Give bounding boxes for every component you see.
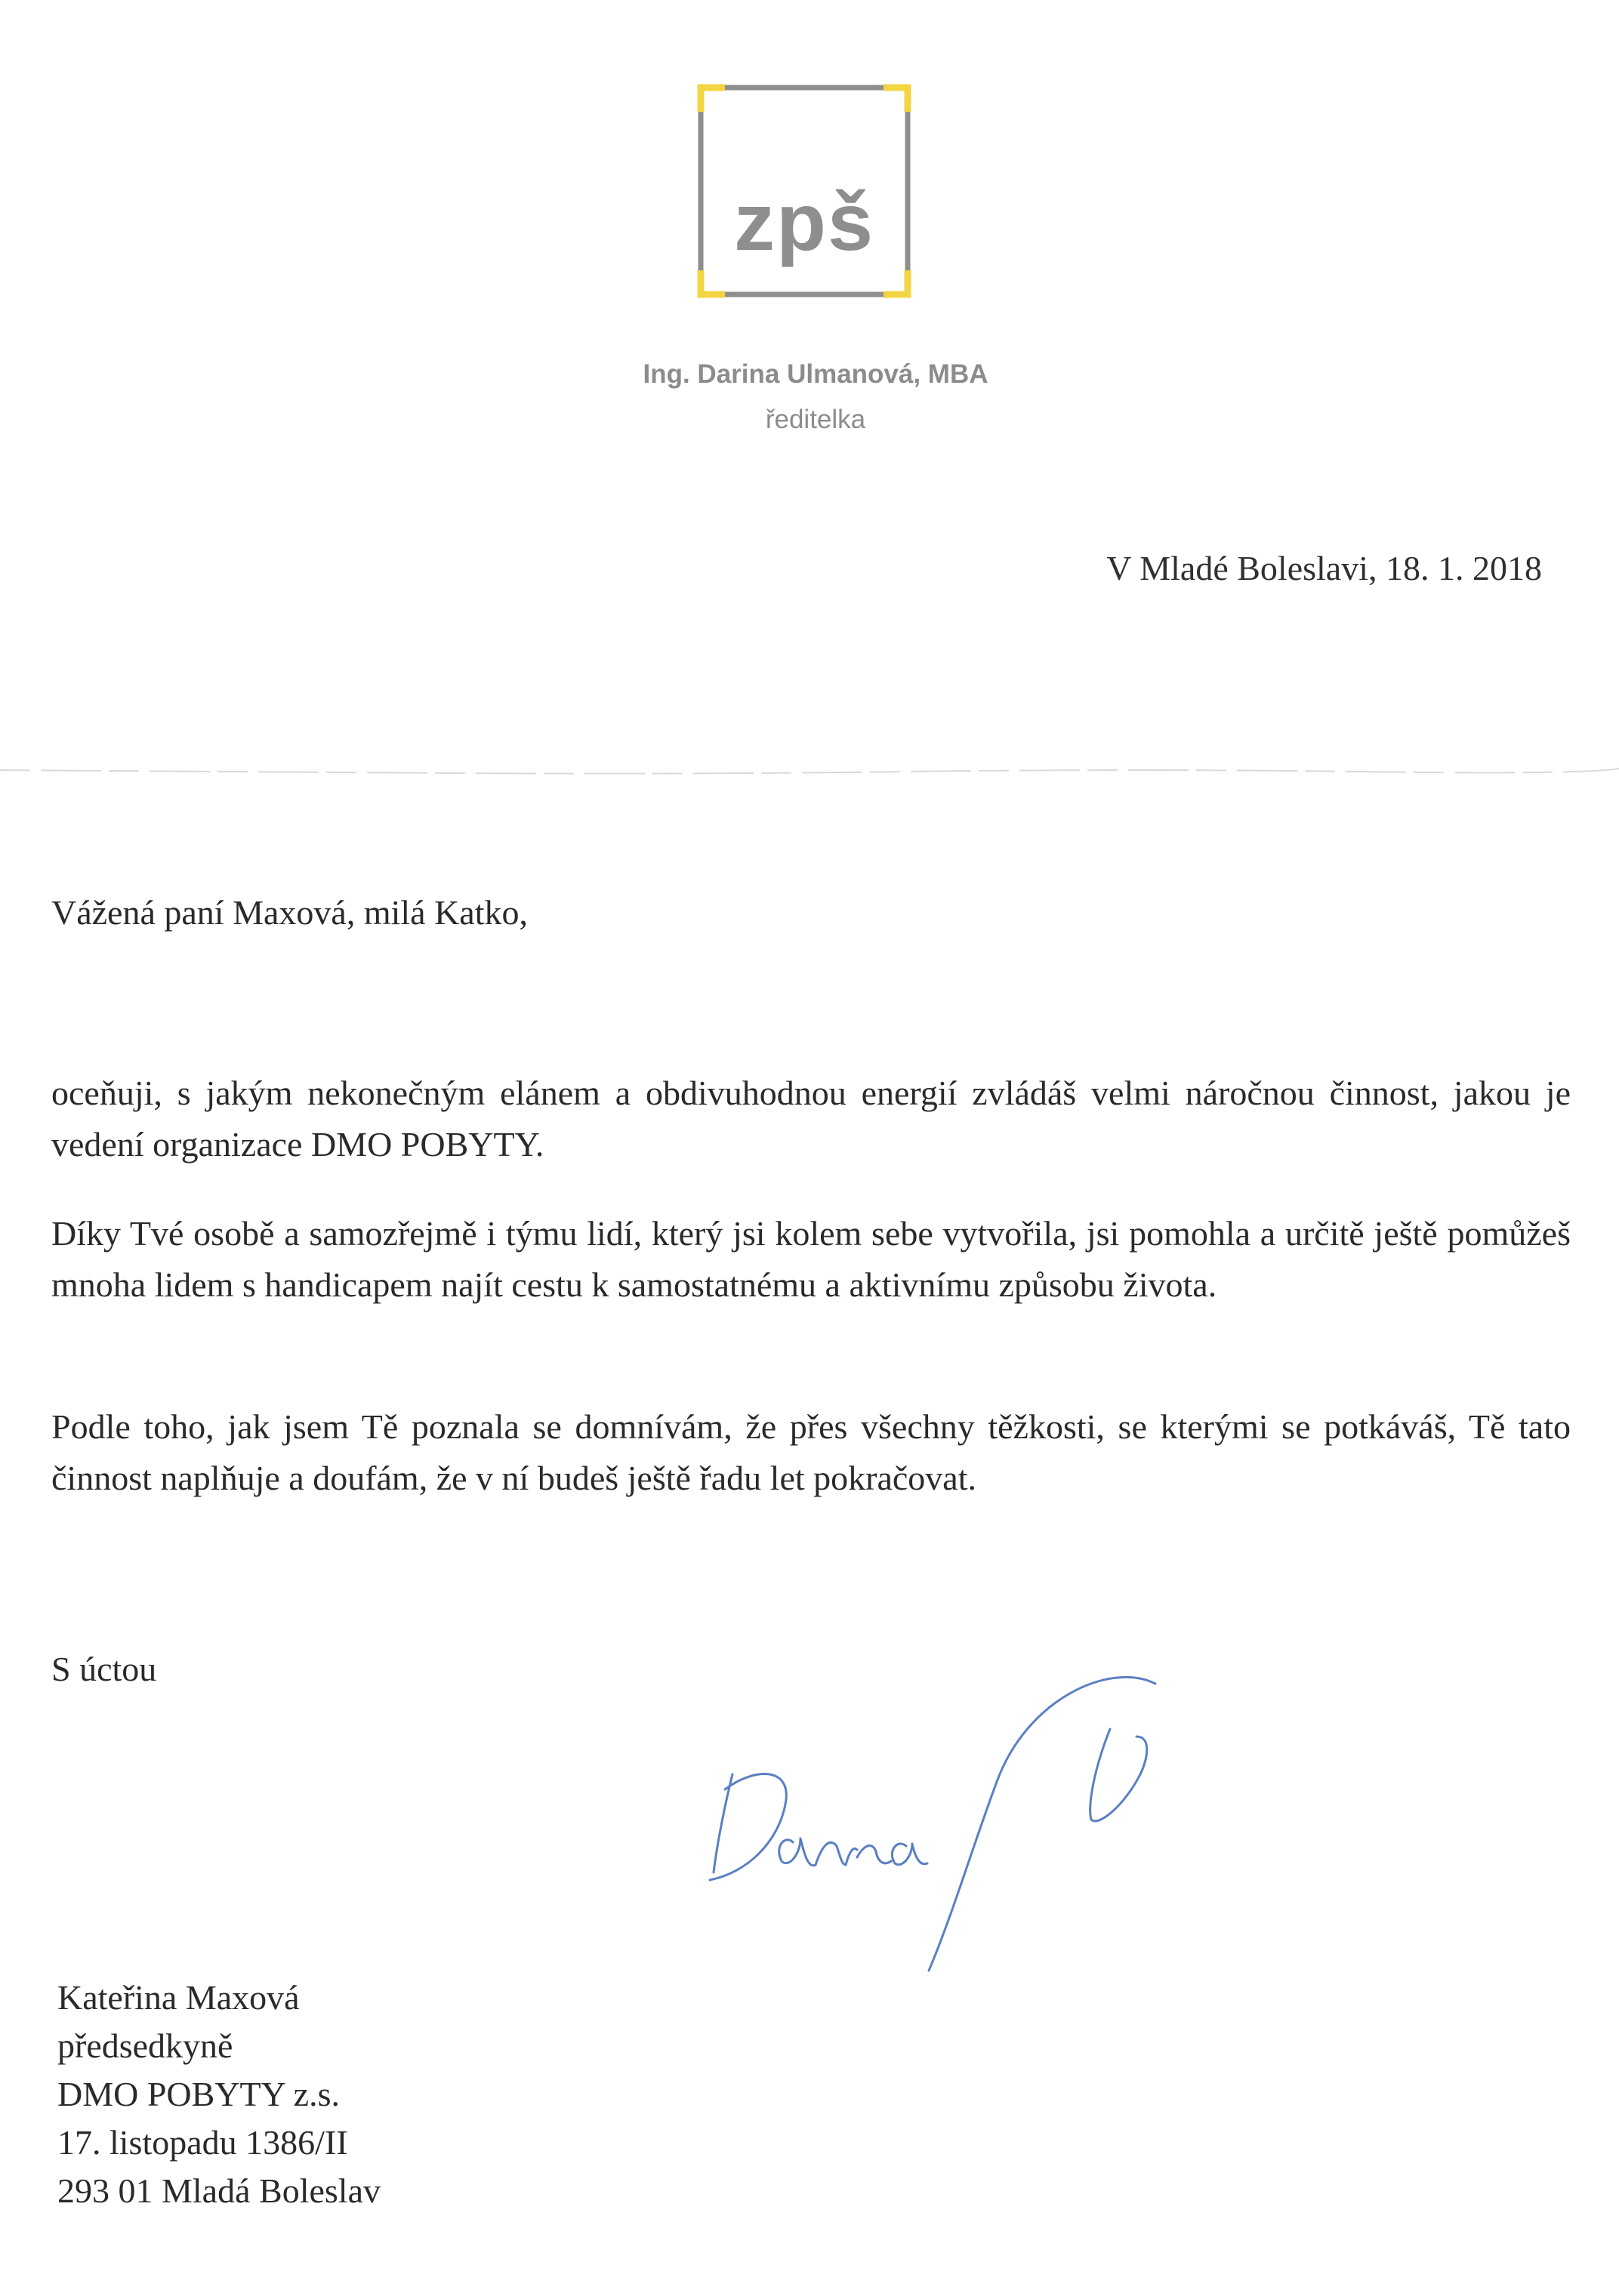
paragraph-1: oceňuji, s jakým nekonečným elánem a obdivuhodnou energií zvládáš velmi náročnou činnost, jakou je vedení organizace DMO POBYTY. (51, 1074, 1571, 1163)
logo-text: zpš (733, 176, 875, 267)
sender-name: Ing. Darina Ulmanová, MBA (643, 359, 988, 389)
recipient-name: Kateřina Maxová (57, 1978, 300, 2017)
recipient-address (57, 1974, 381, 2215)
paper-fold-line (0, 755, 1619, 785)
sender-role: ředitelka (765, 405, 866, 434)
paragraph-3: Podle toho, jak jsem Tě poznala se domnívám, že přes všechny těžkosti, se kterými se potkáváš, Tě tato činnost naplňuje a doufám, že v ní budeš ještě řadu let pokračovat. (51, 1407, 1571, 1497)
recipient-street: 17. listopadu 1386/II (57, 2123, 348, 2162)
closing: S úctou (51, 1650, 157, 1688)
salutation: Vážená paní Maxová, milá Katko, (51, 893, 528, 932)
handwritten-signature (702, 1653, 1216, 2001)
recipient-city: 293 01 Mladá Boleslav (57, 2171, 381, 2210)
date-line: V Mladé Boleslavi, 18. 1. 2018 (1106, 549, 1542, 587)
zps-logo (695, 82, 914, 300)
paragraph-2: Díky Tvé osobě a samozřejmě i týmu lidí, který jsi kolem sebe vytvořila, jsi pomohla a určitě ještě pomůžeš mnoha lidem s handicapem najít cestu k samostatnému a aktivnímu způsobu života. (51, 1214, 1571, 1304)
recipient-organization: DMO POBYTY z.s. (57, 2075, 340, 2113)
recipient-role: předsedkyně (57, 2026, 233, 2065)
